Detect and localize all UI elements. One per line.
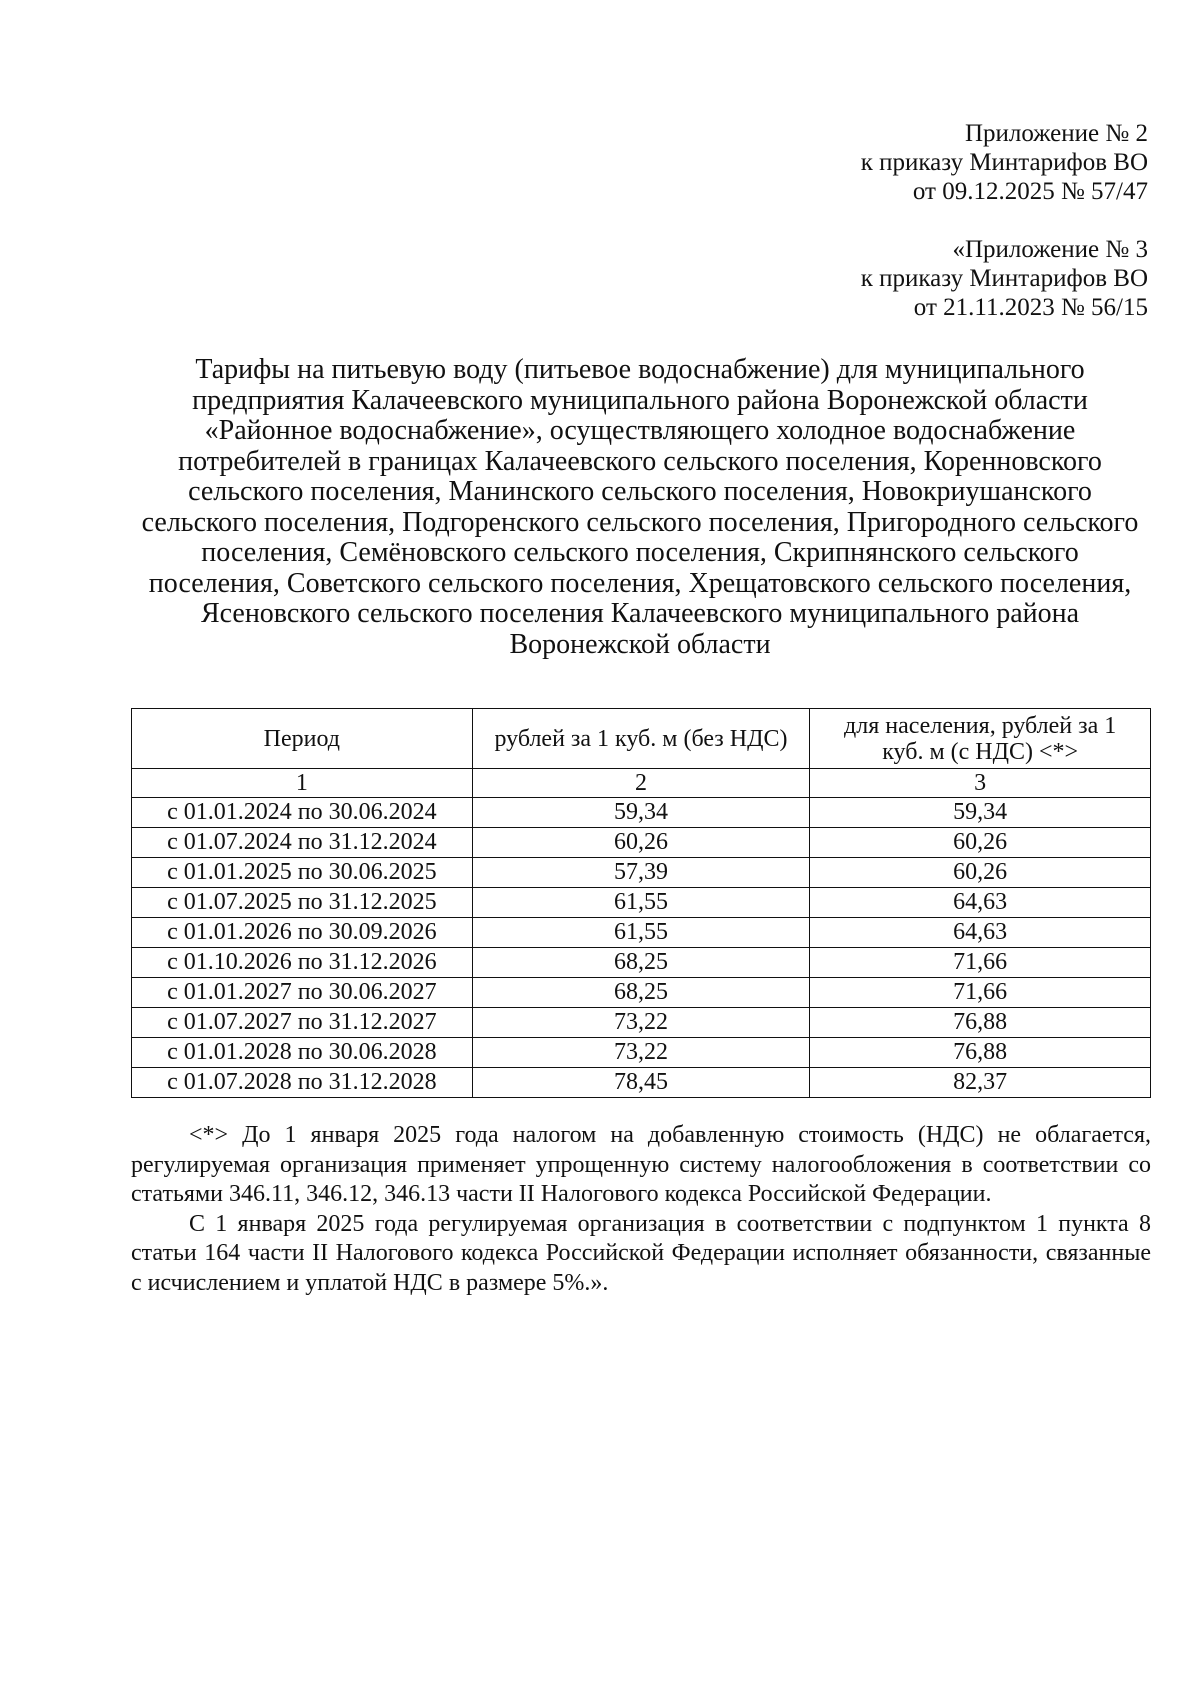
cell-price-with-vat: 64,63: [810, 918, 1151, 948]
table-row: [132, 978, 1151, 1008]
table-row: [132, 1038, 1151, 1068]
cell-price-with-vat: 59,34: [810, 798, 1151, 828]
title-line: Воронежской области: [509, 628, 771, 660]
table-row: [132, 1008, 1151, 1038]
title-line: поселения, Семёновского сельского поселения, Скрипнянского сельского: [201, 537, 1079, 568]
table-row: [132, 948, 1151, 978]
cell-price-no-vat: 73,22: [472, 1008, 810, 1038]
header-period: Период: [132, 709, 473, 769]
title-line: сельского поселения, Подгоренского сельского поселения, Пригородного сельского: [141, 506, 1139, 538]
header-price-with-vat-line: куб. м (с НДС) <*>: [882, 738, 1079, 765]
cell-price-with-vat: 60,26: [810, 828, 1151, 858]
document-title: [120, 355, 1160, 660]
table-header-row: [132, 709, 1151, 769]
header-price-with-vat-line: для населения, рублей за 1: [844, 712, 1117, 739]
title-line: Тарифы на питьевую воду (питьевое водоснабжение) для муниципального: [195, 354, 1085, 385]
cell-price-with-vat: 82,37: [810, 1068, 1151, 1098]
header-price-with-vat: [810, 709, 1151, 769]
title-line: поселения, Советского сельского поселения, Хрещатовского сельского поселения,: [148, 567, 1132, 599]
cell-period: с 01.07.2027 по 31.12.2027: [132, 1008, 473, 1038]
cell-price-with-vat: 60,26: [810, 858, 1151, 888]
cell-period: с 01.07.2028 по 31.12.2028: [132, 1068, 473, 1098]
appendix-order-ref: к приказу Минтарифов ВО: [860, 149, 1148, 176]
notes-section: [131, 1121, 1151, 1298]
appendix-header-amended: [861, 235, 1148, 322]
cell-price-no-vat: 60,26: [472, 828, 810, 858]
column-number: 1: [132, 769, 473, 798]
cell-period: с 01.01.2028 по 30.06.2028: [132, 1038, 473, 1068]
cell-price-no-vat: 68,25: [472, 978, 810, 1008]
appendix-order-date: от 21.11.2023 № 56/15: [913, 294, 1148, 321]
column-number-row: [132, 769, 1151, 798]
column-number: 2: [472, 769, 810, 798]
footnote-paragraph: <*> До 1 января 2025 года налогом на добавленную стоимость (НДС) не облагается, регулируемая организация применяет упрощенную систему налогообложения в соответствии со статьями 346.11, 346.12, 346.13 части II Налогового кодекса Российской Федерации.: [131, 1122, 1151, 1207]
cell-price-with-vat: 71,66: [810, 948, 1151, 978]
cell-period: с 01.01.2026 по 30.09.2026: [132, 918, 473, 948]
table-row: [132, 828, 1151, 858]
cell-period: с 01.01.2025 по 30.06.2025: [132, 858, 473, 888]
appendix-header-current: [861, 119, 1148, 206]
header-price-no-vat: рублей за 1 куб. м (без НДС): [472, 709, 810, 769]
table-row: [132, 858, 1151, 888]
table-row: [132, 1068, 1151, 1098]
appendix-number: «Приложение № 3: [952, 236, 1148, 263]
title-line: потребителей в границах Калачеевского сельского поселения, Коренновского: [178, 445, 1102, 477]
cell-price-with-vat: 71,66: [810, 978, 1151, 1008]
cell-price-no-vat: 78,45: [472, 1068, 810, 1098]
cell-price-no-vat: 68,25: [472, 948, 810, 978]
cell-price-no-vat: 57,39: [472, 858, 810, 888]
title-line: «Районное водоснабжение», осуществляющего холодное водоснабжение: [204, 415, 1076, 446]
cell-price-no-vat: 73,22: [472, 1038, 810, 1068]
tariff-table: [131, 708, 1151, 1098]
cell-period: с 01.01.2027 по 30.06.2027: [132, 978, 473, 1008]
column-number: 3: [810, 769, 1151, 798]
cell-period: с 01.07.2024 по 31.12.2024: [132, 828, 473, 858]
cell-price-no-vat: 61,55: [472, 888, 810, 918]
table-row: [132, 888, 1151, 918]
title-line: Ясеновского сельского поселения Калачеевского муниципального района: [200, 598, 1080, 629]
appendix-order-date: от 09.12.2025 № 57/47: [912, 178, 1148, 205]
appendix-number: Приложение № 2: [964, 120, 1148, 147]
cell-price-with-vat: 64,63: [810, 888, 1151, 918]
table-row: [132, 798, 1151, 828]
cell-period: с 01.07.2025 по 31.12.2025: [132, 888, 473, 918]
title-line: сельского поселения, Манинского сельского поселения, Новокриушанского: [188, 476, 1092, 507]
cell-period: с 01.01.2024 по 30.06.2024: [132, 798, 473, 828]
vat-paragraph: С 1 января 2025 года регулируемая организация в соответствии с подпунктом 1 пункта 8 статьи 164 части II Налогового кодекса Российской Федерации исполняет обязанности, связанные с исчислением и уплатой НДС в размере 5%.».: [131, 1210, 1151, 1296]
cell-price-no-vat: 61,55: [472, 918, 810, 948]
cell-price-with-vat: 76,88: [810, 1038, 1151, 1068]
table-row: [132, 918, 1151, 948]
title-line: предприятия Калачеевского муниципального района Воронежской области: [192, 384, 1088, 416]
cell-period: с 01.10.2026 по 31.12.2026: [132, 948, 473, 978]
cell-price-no-vat: 59,34: [472, 798, 810, 828]
cell-price-with-vat: 76,88: [810, 1008, 1151, 1038]
appendix-order-ref: к приказу Минтарифов ВО: [860, 265, 1148, 292]
